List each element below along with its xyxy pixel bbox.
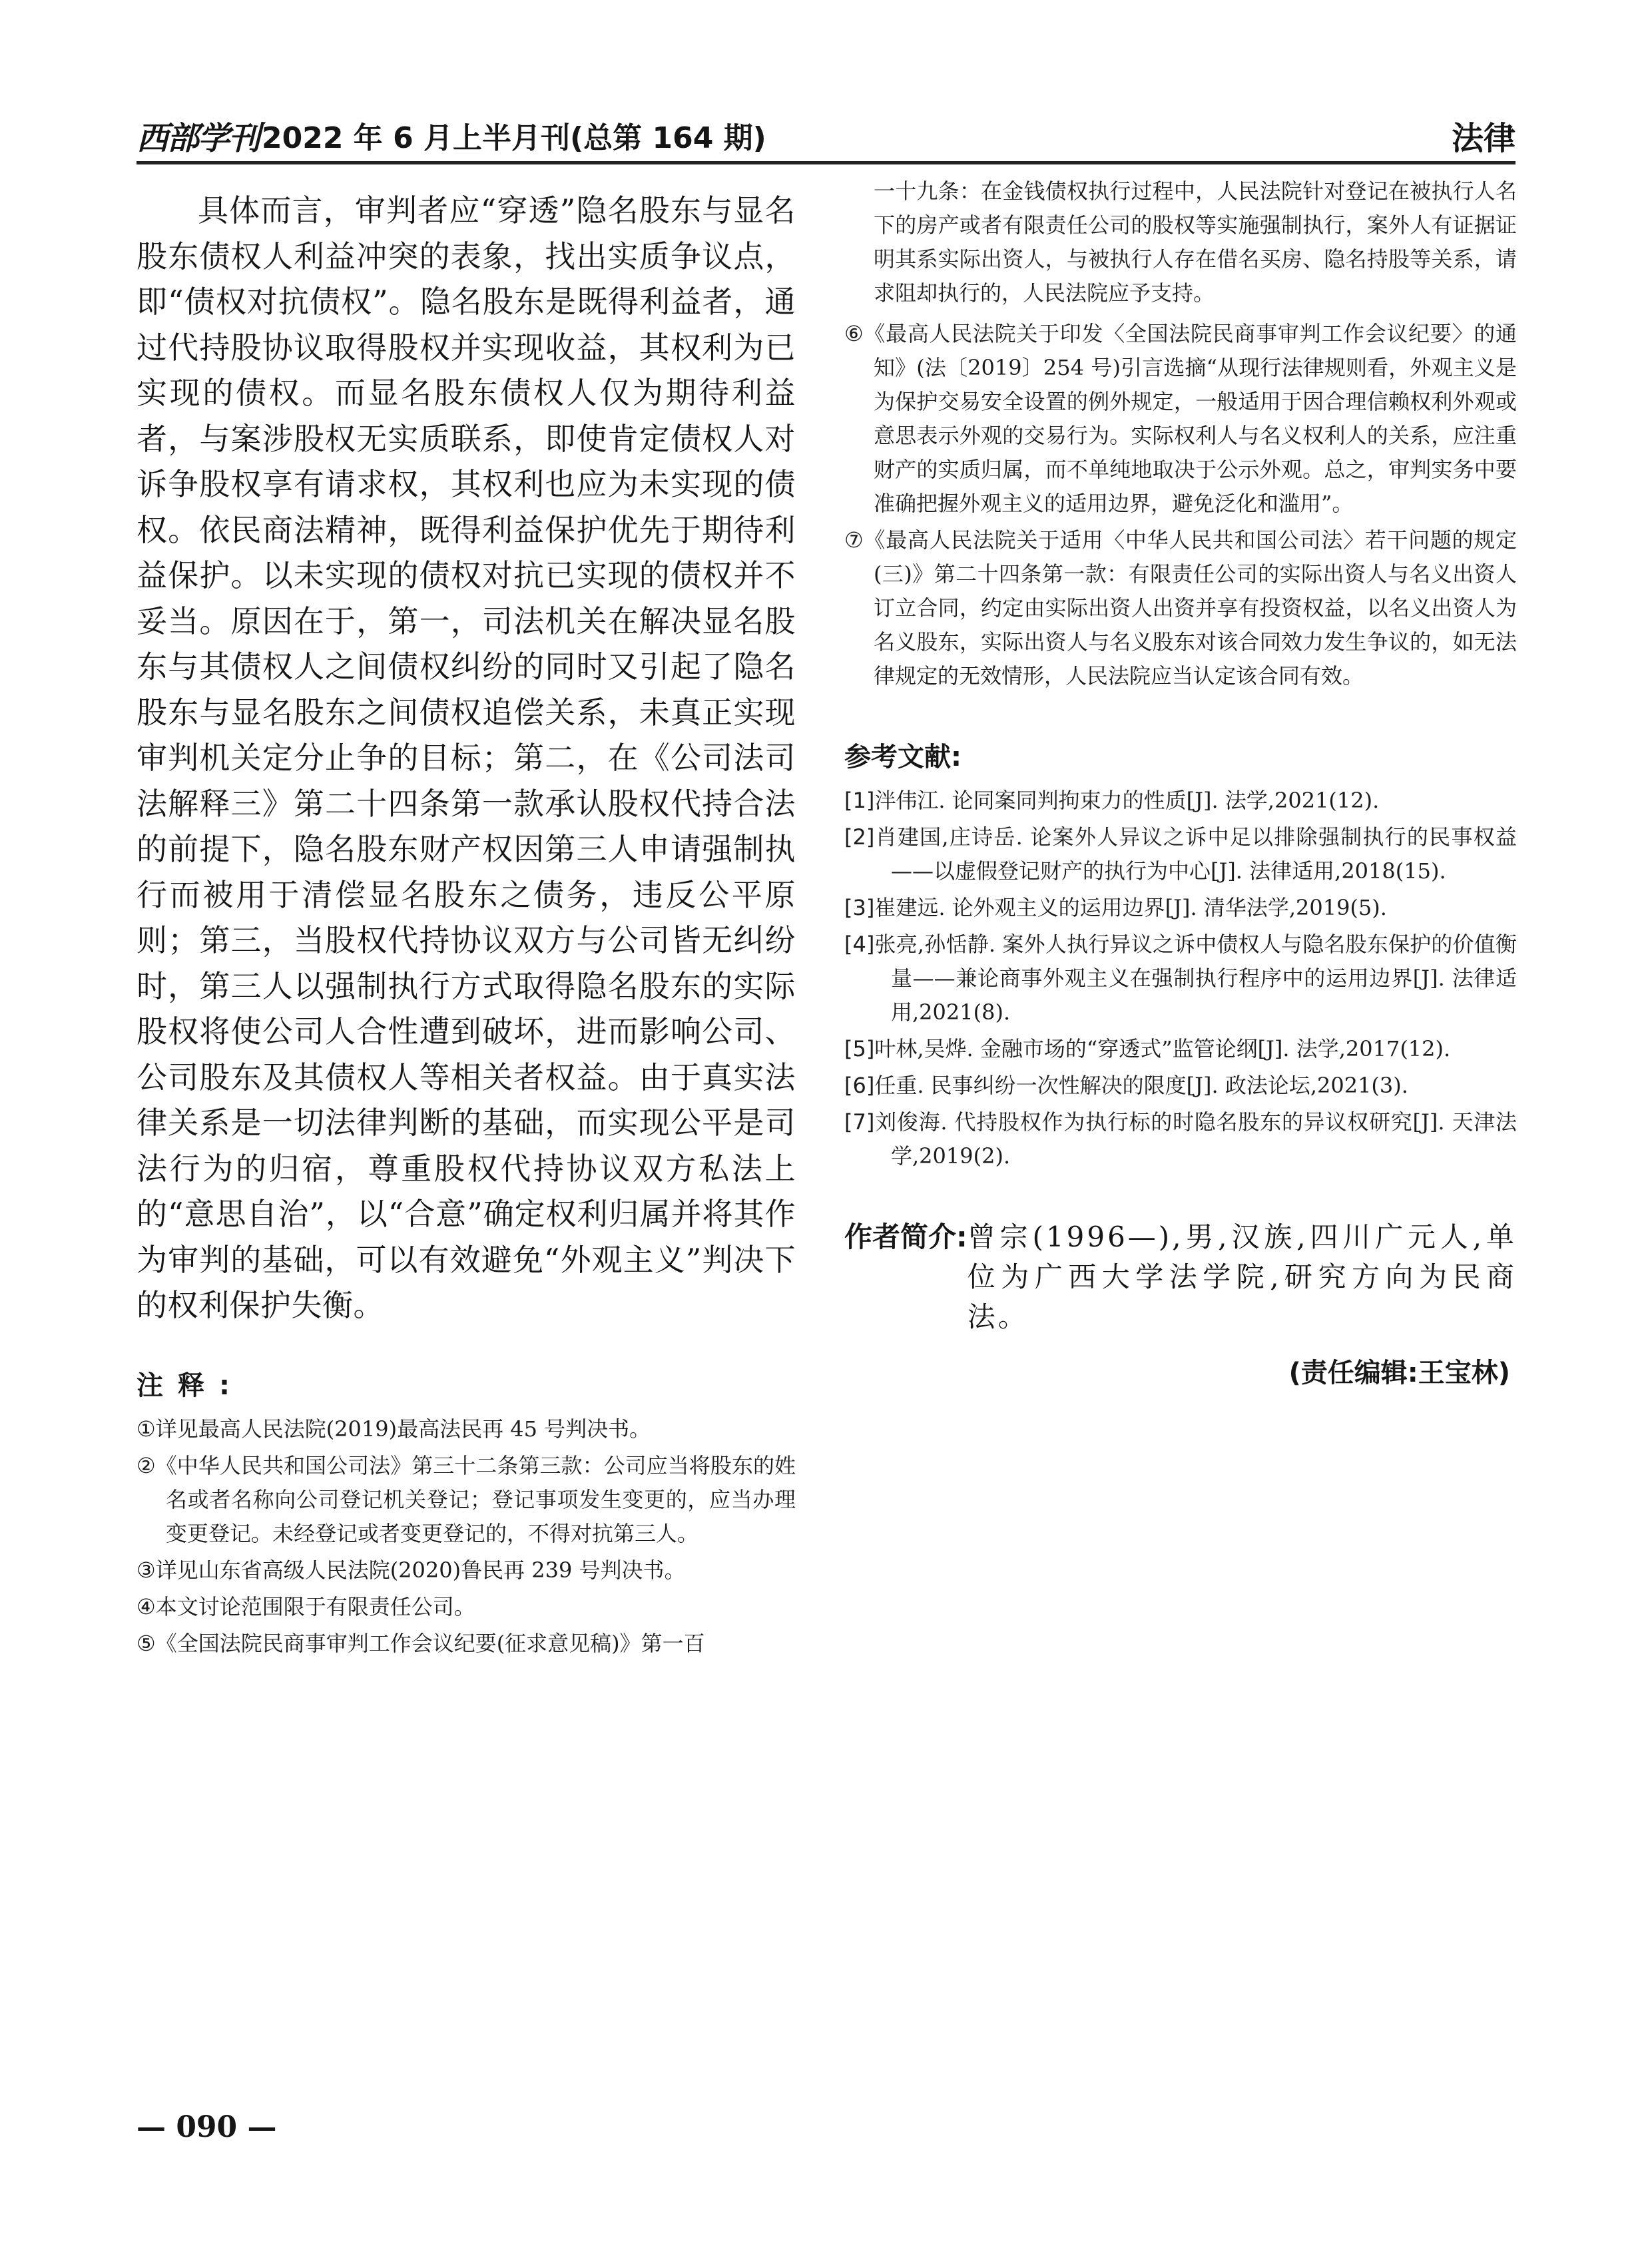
reference-mark: [1] [844,788,875,813]
notes-list [137,1412,796,1661]
page-number: — 090 — [137,2110,277,2144]
reference-mark: [2] [844,824,875,850]
note-item [137,1553,796,1587]
note-item [137,1412,796,1446]
author-bio-label: 作者简介: [844,1221,967,1253]
journal-logo: 西部学刊 [137,120,260,157]
note-mark: ⑤ [137,1630,156,1656]
note-item [137,1449,796,1551]
note-mark: ⑥ [844,321,864,346]
reference-item [844,1069,1517,1103]
references-title: 参考文献: [844,742,962,772]
note-text: 详见最高人民法院(2019)最高法民再 45 号判决书。 [155,1416,651,1442]
reference-text: 任重. 民事纠纷一次性解决的限度[J]. 政法论坛,2021(3). [874,1073,1408,1098]
author-bio-text: 曾宗(1996—),男,汉族,四川广元人,单位为广西大学法学院,研究方向为民商法。 [967,1221,1517,1333]
notes-list-continued [844,317,1517,693]
reference-text: 崔建远. 论外观主义的运用边界[J]. 清华法学,2019(5). [874,895,1387,920]
body-paragraph: 具体而言，审判者应“穿透”隐名股东与显名股东债权人利益冲突的表象，找出实质争议点，即“债权对抗债权”。隐名股东是既得利益者，通过代持股协议取得股权并实现收益，其权利为已实现的债权。而显名股东债权人仅为期待利益者，与案涉股权无实质联系，即使肯定债权人对诉争股权享有请求权，其权利也应为未实现的债权。依民商法精神，既得利益保护优先于期待利益保护。以未实现的债权对抗已实现的债权并不妥当。原因在于，第一，司法机关在解决显名股东与其债权人之间债权纠纷的同时又引起了隐名股东与显名股东之间债权追偿关系，未真正实现审判机关定分止争的目标；第二，在《公司法司法解释三》第二十四条第一款承认股权代持合法的前提下，隐名股东财产权因第三人申请强制执行而被用于清偿显名股东之债务，违反公平原则；第三，当股权代持协议双方与公司皆无纠纷时，第三人以强制执行方式取得隐名股东的实际股权将使公司人合性遭到破坏，进而影响公司、公司股东及其债权人等相关者权益。由于真实法律关系是一切法律判断的基础，而实现公平是司法行为的归宿，尊重股权代持协议双方私法上的“意思自治”，以“合意”确定权利归属并将其作为审判的基础，可以有效避免“外观主义”判决下的权利保护失衡。 [137,192,796,1323]
note-mark: ③ [137,1557,156,1583]
reference-item [844,1032,1517,1066]
reference-item [844,1105,1517,1173]
reference-text: 肖建国,庄诗岳. 论案外人异议之诉中足以排除强制执行的民事权益——以虚假登记财产的执行为中心[J]. 法律适用,2018(15). [874,824,1517,884]
responsible-editor: (责任编辑:王宝林) [1288,1358,1510,1388]
reference-item [844,820,1517,888]
note-text: 《全国法院民商事审判工作会议纪要(征求意见稿)》第一百 [155,1630,705,1656]
reference-text: 泮伟江. 论同案同判拘束力的性质[J]. 法学,2021(12). [874,788,1380,813]
note-item [137,1627,796,1661]
note-mark: ④ [137,1593,156,1619]
references-list [844,784,1517,1173]
note-item [844,317,1517,521]
note-item [137,1590,796,1624]
header-rule [137,161,1515,164]
notes-title: 注释: [137,1370,244,1401]
note-text: 《中华人民共和国公司法》第三十二条第三款：公司应当将股东的姓名或者名称向公司登记机关登记；登记事项发生变更的，应当办理变更登记。未经登记或者变更登记的，不得对抗第三人。 [155,1452,796,1546]
note-mark: ① [137,1416,156,1442]
note-continuation [844,174,1517,310]
issue-info: 2022 年 6 月上半月刊(总第 164 期) [262,121,766,155]
reference-mark: [3] [844,895,875,920]
reference-item [844,784,1517,818]
reference-text: 叶林,吴烨. 金融市场的“穿透式”监管论纲[J]. 法学,2017(12). [874,1036,1451,1061]
note-continuation-text: 一十九条：在金钱债权执行过程中，人民法院针对登记在被执行人名下的房产或者有限责任公司的股权等实施强制执行，案外人有证据证明其系实际出资人，与被执行人存在借名买房、隐名持股等关系，请求阻却执行的，人民法院应予支持。 [874,178,1517,306]
author-bio [844,1217,1517,1337]
note-text: 本文讨论范围限于有限责任公司。 [155,1593,475,1619]
reference-item [844,891,1517,925]
reference-mark: [7] [844,1109,875,1135]
reference-mark: [4] [844,932,875,957]
note-mark: ② [137,1452,156,1478]
right-column [844,174,1517,1392]
note-text: 《最高人民法院关于印发〈全国法院民商事审判工作会议纪要〉的通知》(法〔2019〕254 号)引言选摘“从现行法律规则看，外观主义是为保护交易安全设置的例外规定，一般适用于因合理信赖权利外观或意思表示外观的交易行为。实际权利人与名义权利人的关系，应注重财产的实质归属，而不单纯地取决于公示外观。总之，审判实务中要准确把握外观主义的适用边界，避免泛化和滥用”。 [864,321,1517,516]
header-left [137,119,766,158]
note-text: 详见山东省高级人民法院(2020)鲁民再 239 号判决书。 [155,1557,686,1583]
reference-text: 刘俊海. 代持股权作为执行标的时隐名股东的异议权研究[J]. 天津法学,2019(2). [874,1109,1517,1169]
left-column [137,174,796,1663]
reference-item [844,928,1517,1029]
reference-mark: [5] [844,1036,875,1061]
note-text: 《最高人民法院关于适用〈中华人民共和国公司法〉若干问题的规定(三)》第二十四条第一款：有限责任公司的实际出资人与名义出资人订立合同，约定由实际出资人出资并享有投资权益，以名义出资人为名义股东，实际出资人与名义股东对该合同效力发生争议的，如无法律规定的无效情形，人民法院应当认定该合同有效。 [864,527,1517,689]
reference-text: 张亮,孙恬静. 案外人执行异议之诉中债权人与隐名股东保护的价值衡量——兼论商事外观主义在强制执行程序中的运用边界[J]. 法律适用,2021(8). [874,932,1517,1025]
section-label: 法律 [1451,120,1515,157]
running-header [137,112,1515,158]
reference-mark: [6] [844,1073,875,1098]
note-item [844,523,1517,693]
note-mark: ⑦ [844,527,864,553]
